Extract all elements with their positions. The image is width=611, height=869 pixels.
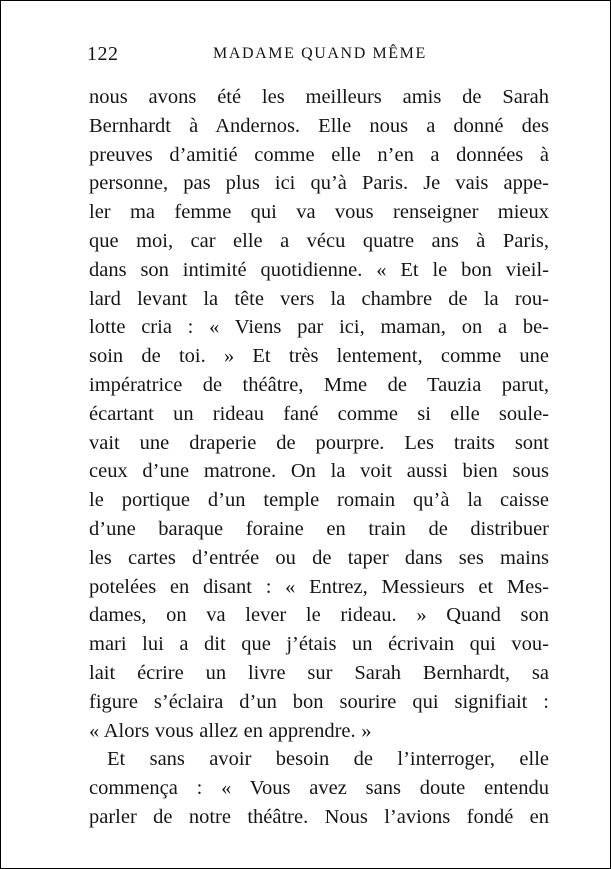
text-line: que moi, car elle a vécu quatre ans à Paris,	[89, 229, 549, 252]
text-line: dans son intimité quotidienne. « Et le bon vieil-	[89, 258, 549, 281]
text-line: écartant un rideau fané comme si elle soule-	[89, 402, 549, 425]
text-line: Et sans avoir besoin de l’interroger, elle	[107, 748, 549, 771]
text-line: ceux d’une matrone. On la voit aussi bien sous	[89, 460, 549, 483]
text-line: soin de toi. » Et très lentement, comme une	[89, 345, 549, 368]
running-title: MADAME QUAND MÊME	[213, 45, 427, 62]
paragraph	[89, 745, 549, 831]
text-line: ler ma femme qui va vous renseigner mieux	[89, 201, 549, 224]
text-line: figure s’éclaira d’un bon sourire qui signifiait :	[89, 690, 549, 713]
text-line: vait une draperie de pourpre. Les traits sont	[89, 431, 549, 454]
text-line: parler de notre théâtre. Nous l’avions fondé en	[89, 805, 549, 828]
text-line: lard levant la tête vers la chambre de la rou-	[89, 287, 549, 310]
page-number: 122	[87, 43, 119, 65]
text-line: potelées en disant : « Entrez, Messieurs et Mes-	[89, 575, 549, 598]
text-line: le portique d’un temple romain qu’à la caisse	[89, 489, 549, 512]
text-line: preuves d’amitié comme elle n’en a données à	[89, 143, 549, 166]
text-line: Bernhardt à Andernos. Elle nous a donné des	[89, 114, 549, 137]
paragraph	[89, 83, 549, 745]
text-line: lait écrire un livre sur Sarah Bernhardt, sa	[89, 661, 549, 684]
text-line: nous avons été les meilleurs amis de Sarah	[89, 86, 549, 108]
body-text	[89, 83, 549, 832]
text-line: impératrice de théâtre, Mme de Tauzia parut,	[89, 373, 549, 396]
text-line: mari lui a dit que j’étais un écrivain qui vou-	[89, 633, 549, 656]
text-line: personne, pas plus ici qu’à Paris. Je vais appe-	[89, 172, 549, 195]
text-line: les cartes d’entrée ou de taper dans ses mains	[89, 546, 549, 569]
text-line: « Alors vous allez en apprendre. »	[89, 719, 372, 742]
page-header	[87, 43, 547, 67]
text-line: dames, on va lever le rideau. » Quand son	[89, 604, 549, 627]
text-line: commença : « Vous avez sans doute entendu	[89, 777, 549, 800]
text-line: d’une baraque foraine en train de distribuer	[89, 517, 549, 540]
text-line: lotte cria : « Viens par ici, maman, on a be-	[89, 316, 549, 339]
